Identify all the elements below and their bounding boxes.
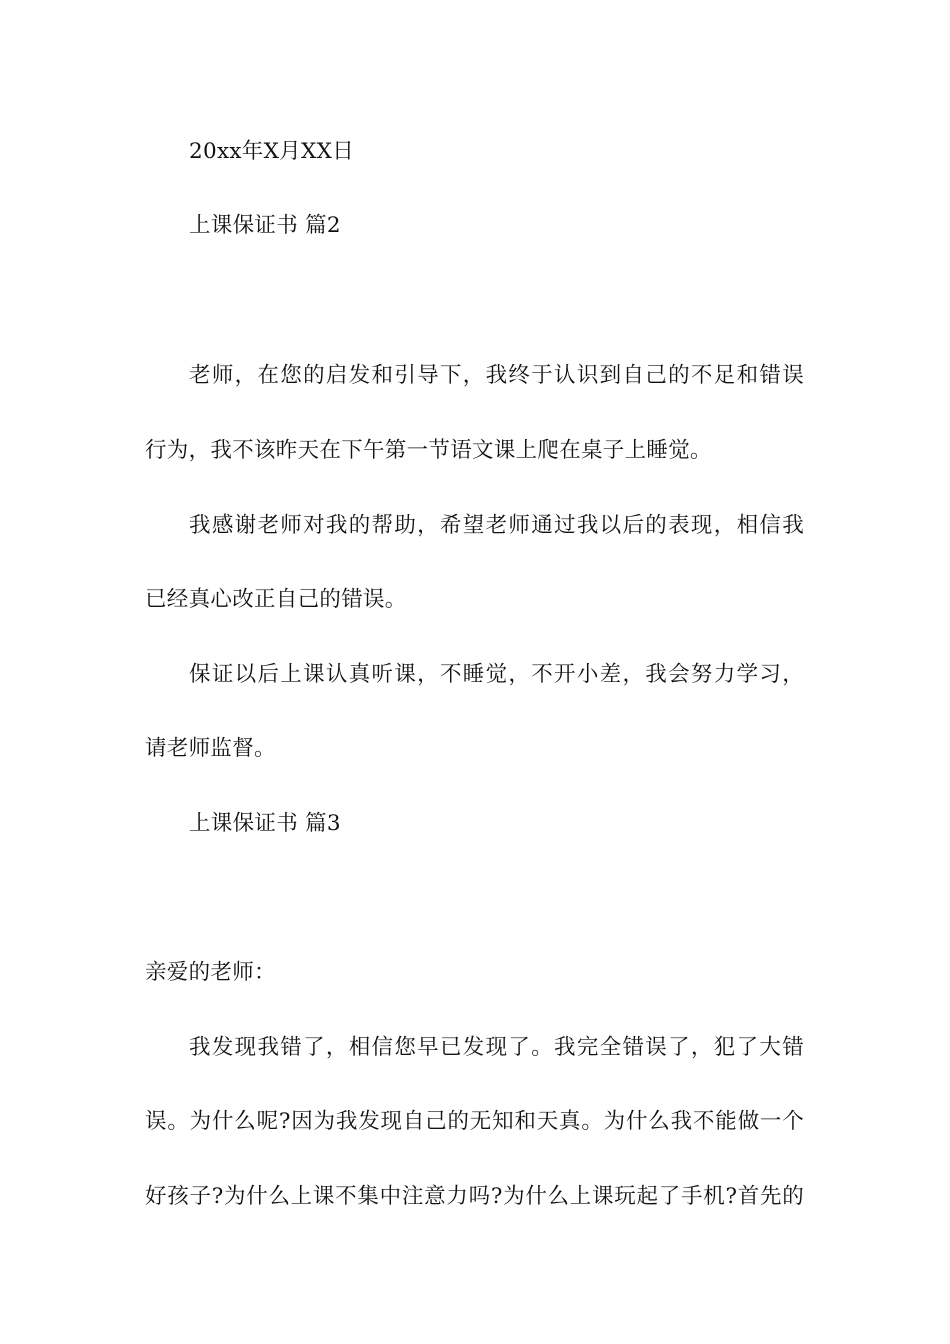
salutation: 亲爱的老师： [145, 960, 276, 985]
paragraph-4-line-1: 我发现我错了，相信您早已发现了。我完全错误了，犯了大错 [189, 1035, 804, 1060]
paragraph-3-line-1: 保证以后上课认真听课，不睡觉，不开小差，我会努力学习， [189, 662, 804, 687]
paragraph-4-line-2: 误。为什么呢?因为我发现自己的无知和天真。为什么我不能做一个 [145, 1109, 804, 1134]
paragraph-2-line-2: 已经真心改正自己的错误。 [145, 587, 407, 612]
section-heading-2: 上课保证书 篇2 [189, 213, 341, 238]
paragraph-1-line-1: 老师，在您的启发和引导下，我终于认识到自己的不足和错误 [189, 363, 804, 388]
section-heading-3: 上课保证书 篇3 [189, 811, 341, 836]
paragraph-1-line-2: 行为，我不该昨天在下午第一节语文课上爬在桌子上睡觉。 [145, 438, 712, 463]
paragraph-4-line-3: 好孩子?为什么上课不集中注意力吗?为什么上课玩起了手机?首先的 [145, 1184, 804, 1209]
paragraph-2-line-1: 我感谢老师对我的帮助，希望老师通过我以后的表现，相信我 [189, 513, 804, 538]
paragraph-3-line-2: 请老师监督。 [145, 736, 276, 761]
date-line: 20xx年X月XX日 [189, 139, 355, 164]
